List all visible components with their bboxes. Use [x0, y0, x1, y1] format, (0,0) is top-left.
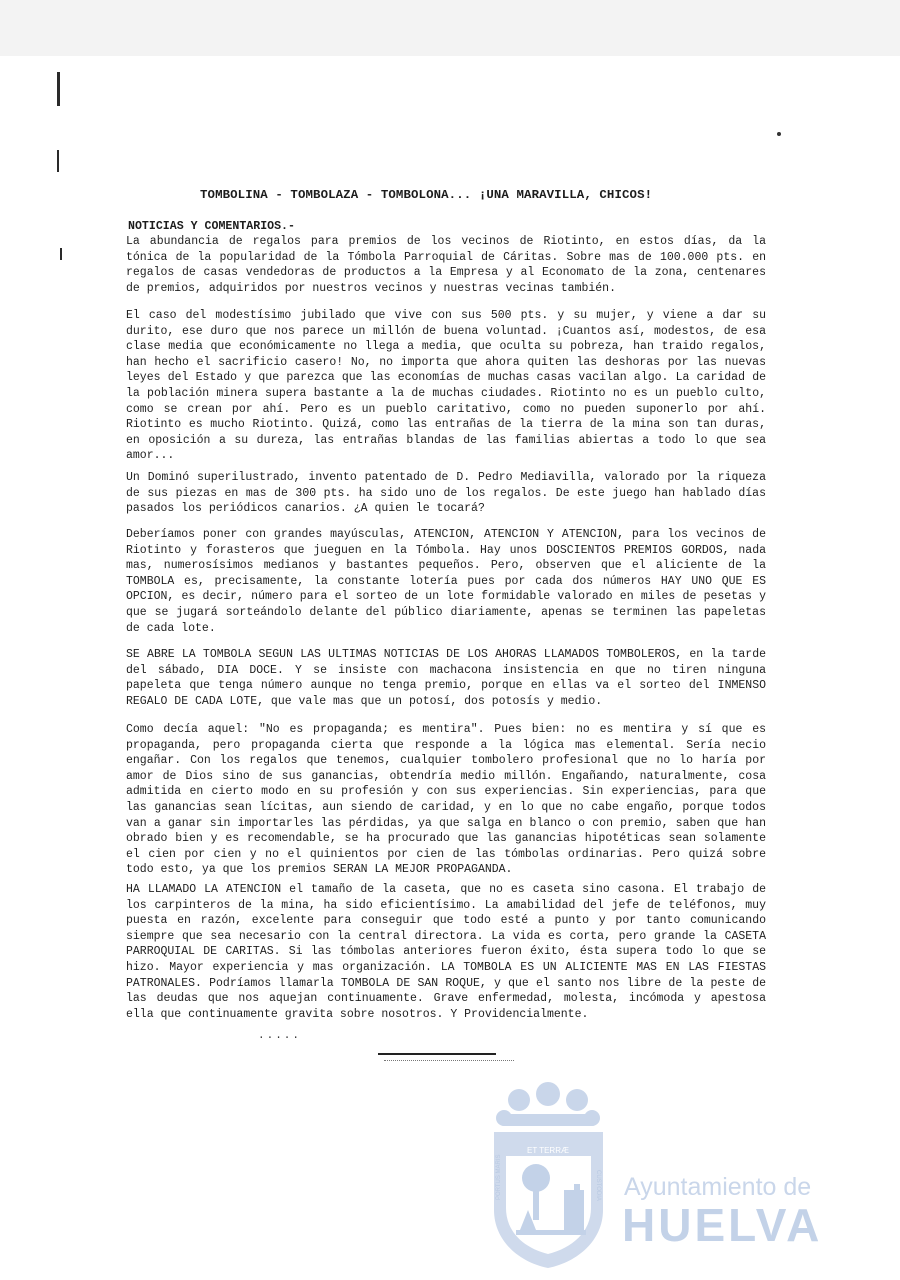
coat-of-arms-icon	[486, 1080, 611, 1270]
watermark	[486, 1080, 896, 1275]
paragraph: Como decía aquel: "No es propaganda; es mentira". Pues bien: no es mentira y sí que es propaganda, pero propaganda cierta que responde a la lógica mas elemental. Sería necio engañar. Con los regalos que tenemos, cualquier tombolero profesional que no lo haría por amor de Dios sino de sus ganancias, obtendría medio millón. Engañando, naturalmente, cosa admitida en cierto modo en su profesión y con sus experiencias. Sin experiencias, para que las ganancias sean lícitas, aun siendo de caridad, y en lo que no cabe engaño, porque todos van a ganar sin importarles las pérdidas, ya que salga en blanco o con premio, saben que han obrado bien y es recomendable, se ha procurado que las ganancias hipotéticas sean solamente el cien por cien y no el quinientos por cien de las tómbolas ordinarias. Pero quizá sobre todo esto, ya que los premios SERAN LA MEJOR PROPAGANDA.	[126, 723, 766, 877]
svg-text:PORTUS MARIS: PORTUS MARIS	[496, 1154, 502, 1200]
closing-rule-dotted	[384, 1060, 514, 1061]
paragraph: Un Dominó superilustrado, invento patentado de D. Pedro Mediavilla, valorado por la riqueza de sus piezas en mas de 300 pts. ha sido uno de los regalos. De este juego han hablado días pasados los periódicos canarios. ¿A quien le tocará?	[126, 471, 766, 516]
paragraph: Deberíamos poner con grandes mayúsculas, ATENCION, ATENCION Y ATENCION, para los vecinos de Riotinto y forasteros que jueguen en la Tómbola. Hay unos DOSCIENTOS PREMIOS GORDOS, nada mas, numerosísimos medianos y bastantes pequeños. Pero, observen que el aliciente de la TOMBOLA es, precisamente, la constante lotería pues por cada dos números HAY UNO QUE ES OPCION, es decir, número para el sorteo de un lote formidable valorado en miles de pesetas y que se jugará sorteándolo delante del público diariamente, apenas se terminen las papeletas de cada lote.	[126, 528, 766, 635]
document-title: TOMBOLINA - TOMBOLAZA - TOMBOLONA... ¡UNA MARAVILLA, CHICOS!	[200, 188, 653, 202]
watermark-line1: Ayuntamiento de	[624, 1173, 812, 1201]
paragraph: El caso del modestísimo jubilado que vive con sus 500 pts. y su mujer, y viene a dar su durito, ese duro que nos parece un millón de buena voluntad. ¡Cuantos así, modestos, de esa clase media que económicamente no llega a media, que oculta su pobreza, han traido regalos, han hecho el sacrificio casero! No, no importa que ahora quiten las deshoras por las nuevas leyes del Estado y que parezca que las economías de muchas casas vacilan algo. La caridad de la población minera supera bastante a la de muchas ciudades. Riotinto no es un pueblo culto, como se crean por ahí. Pero es un pueblo caritativo, como no pueden suponerlo por ahí. Riotinto es mucho Riotinto. Quizá, como las entrañas de la tierra de la mina son tan duras, en oposición a su dureza, las entrañas blandas de las familias abiertas a todo lo que sea amor...	[126, 309, 766, 463]
paragraph: La abundancia de regalos para premios de los vecinos de Riotinto, en estos días, da la tónica de la popularidad de la Tómbola Parroquial de Cáritas. Sobre mas de 100.000 pts. en regalos de casas vendedoras de productos a la Empresa y al Economato de la zona, centenares de premios, adquiridos por nuestros vecinos y nuestras vecinas también.	[126, 235, 766, 295]
svg-text:ET TERRÆ: ET TERRÆ	[527, 1146, 569, 1155]
paragraph: HA LLAMADO LA ATENCION el tamaño de la caseta, que no es caseta sino casona. El trabajo de los carpinteros de la mina, ha sido eficientísimo. La amabilidad del jefe de teléfonos, muy puesta en razón, excelente para conseguir que todo esté a punto y por tanto comunicando siempre que sea necesario con la central directora. La vida es corta, pero grande la CASETA PARROQUIAL DE CARITAS. Si las tómbolas anteriores fueron éxito, ésta supera todo lo que se hizo. Mayor experiencia y mas organización. LA TOMBOLA ES UN ALICIENTE MAS EN LAS FIESTAS PATRONALES. Podríamos llamarla TOMBOLA DE SAN ROQUE, y que el santo nos libre de la peste de las deudas que nos aquejan continuamente. Grave enfermedad, molesta, incómoda y apestosa ella que continuamente gravita sobre nosotros. Y Providencialmente.	[126, 883, 766, 1021]
paragraph: SE ABRE LA TOMBOLA SEGUN LAS ULTIMAS NOTICIAS DE LOS AHORAS LLAMADOS TOMBOLEROS, en la tarde del sábado, DIA DOCE. Y se insiste con machacona insistencia en que no tiren ninguna papeleta que tenga número aunque no tenga premio, porque en ellas va el sorteo del INMENSO REGALO DE CADA LOTE, que vale mas que un potosí, dos potosís y medio.	[126, 648, 766, 708]
watermark-line2: HUELVA	[622, 1199, 823, 1251]
section-heading: NOTICIAS Y COMENTARIOS.-	[128, 220, 295, 233]
svg-text:CUSTODIA: CUSTODIA	[595, 1170, 601, 1201]
trailing-dots: .....	[258, 1030, 302, 1042]
closing-rule	[378, 1053, 496, 1055]
